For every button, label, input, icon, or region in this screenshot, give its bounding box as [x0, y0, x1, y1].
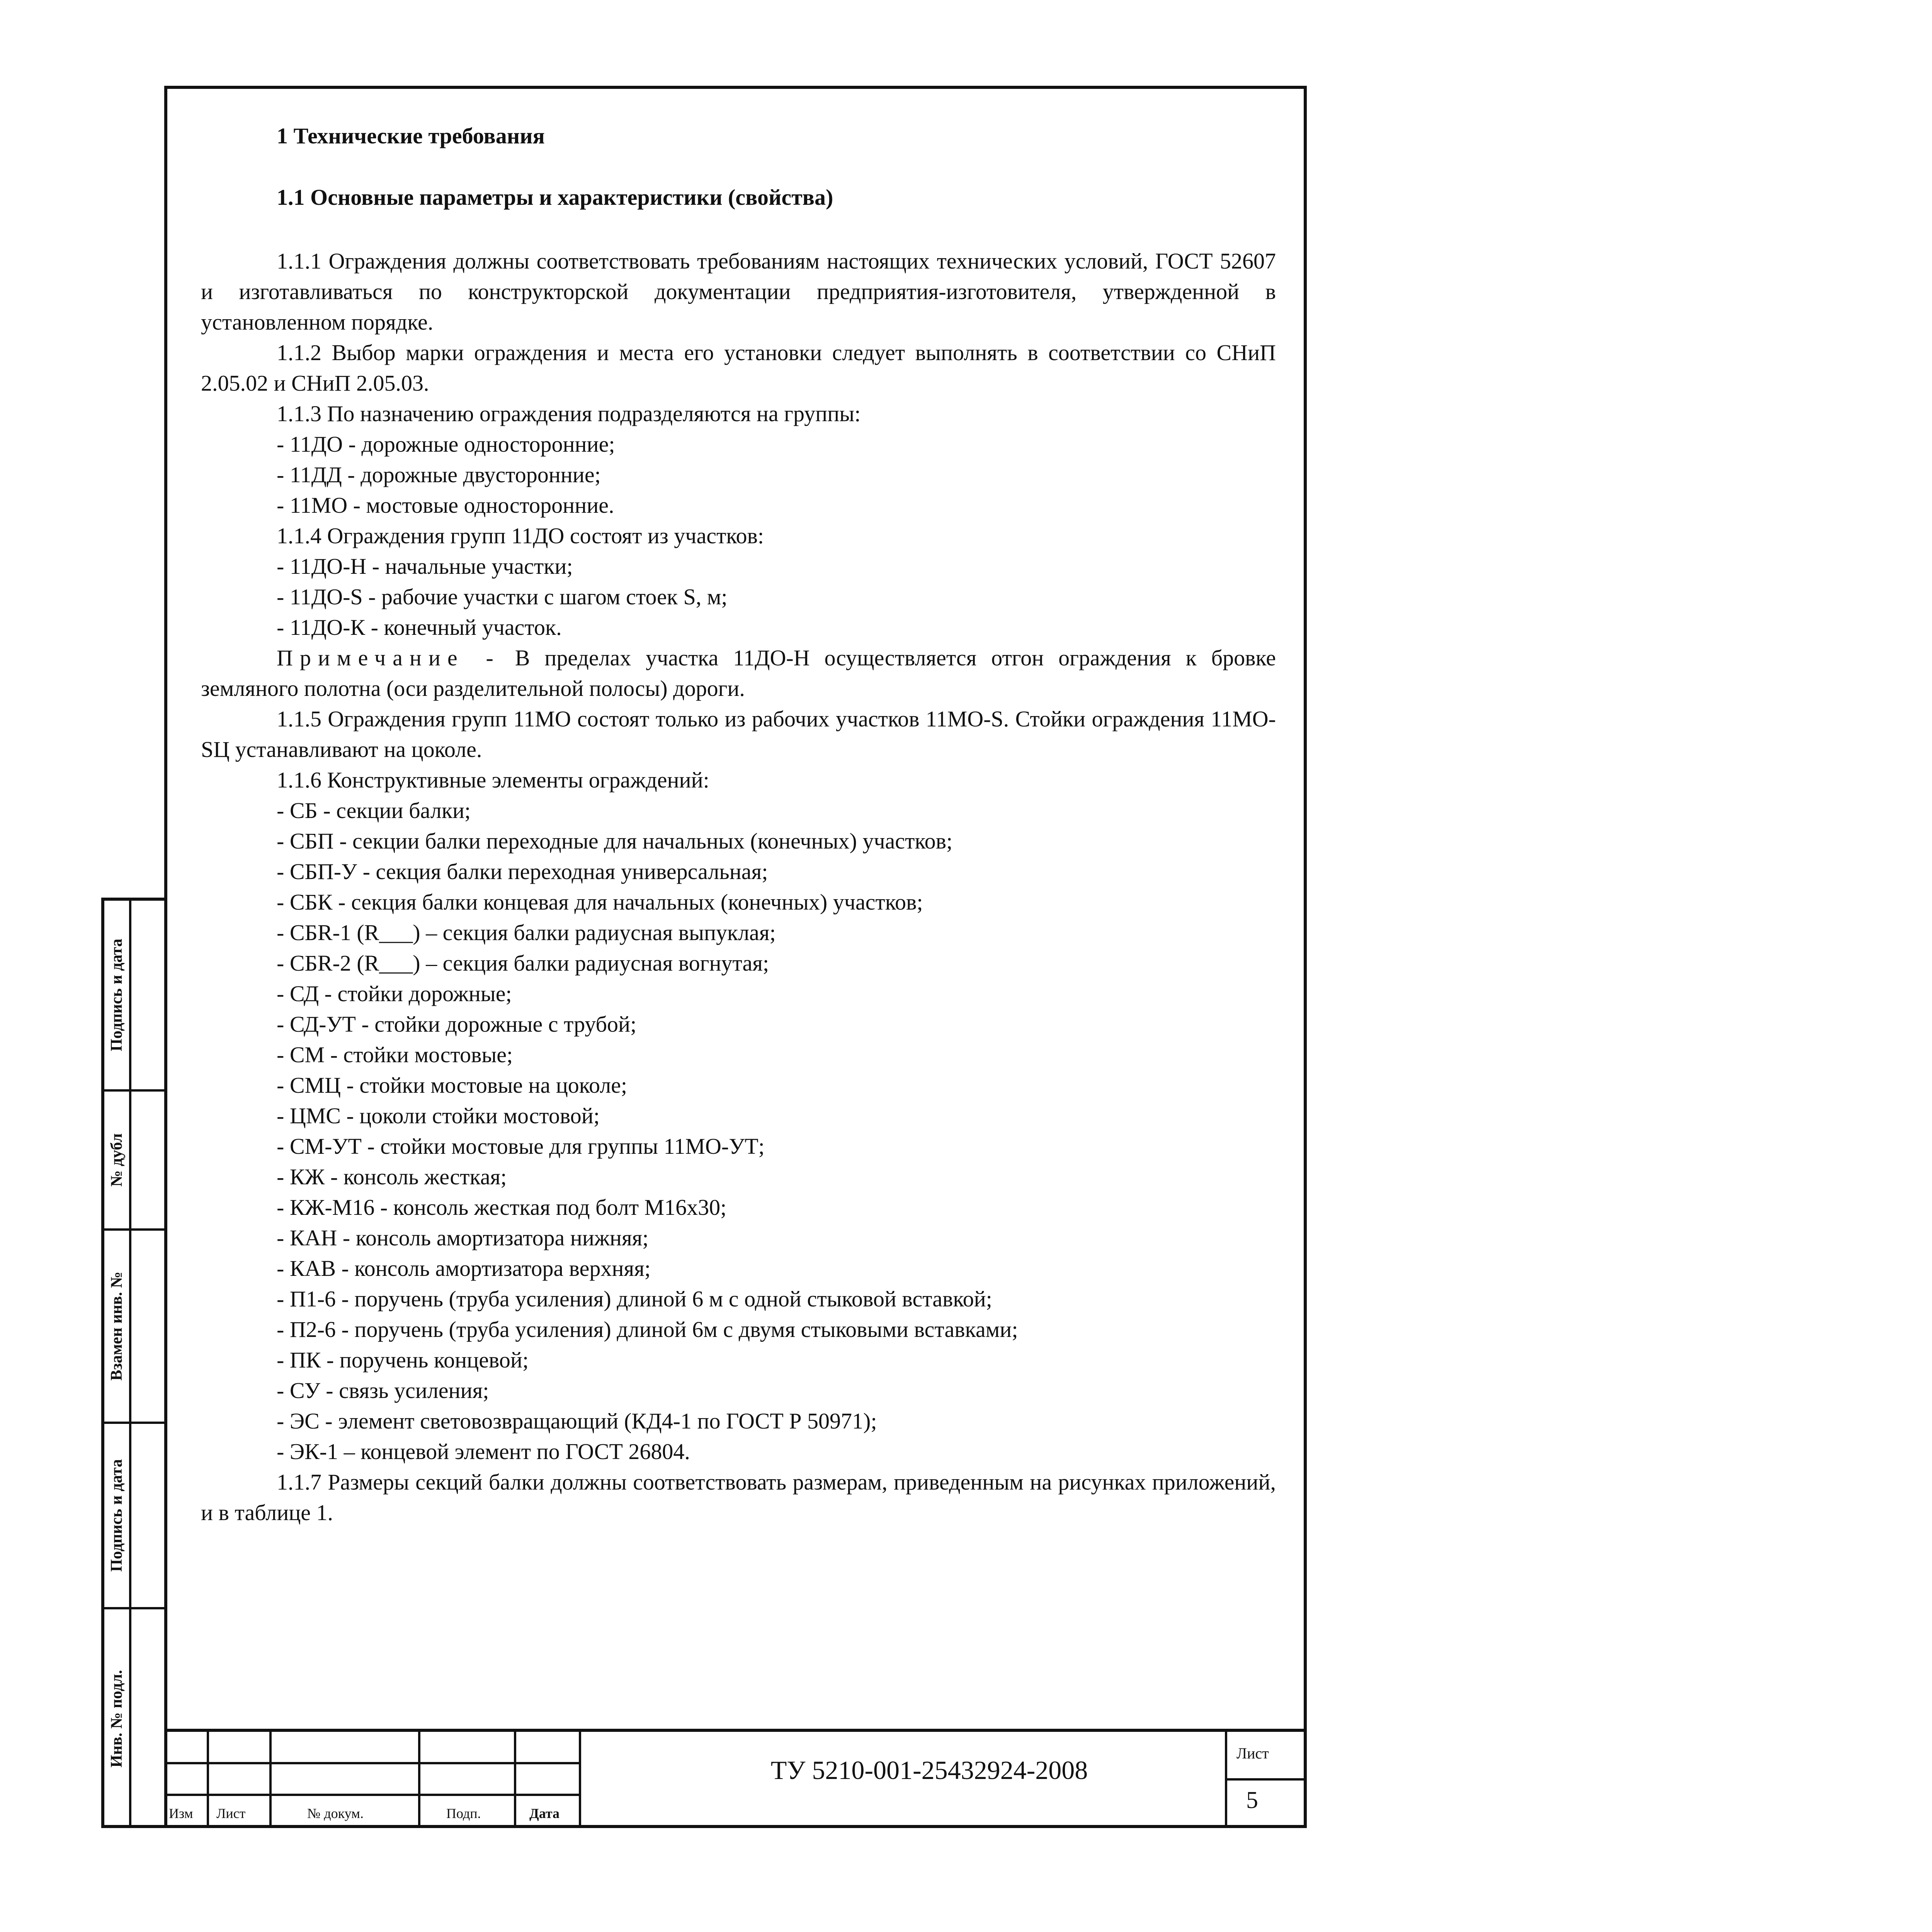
strip-cell-original-inv — [104, 1609, 164, 1828]
list-item-element: - КАН - консоль амортизатора нижняя; — [277, 1225, 649, 1250]
title-block — [164, 1729, 1307, 1828]
paragraph-1-1-7: 1.1.7 Размеры секций балки должны соответствовать размерам, приведенным на рисунках приложений, и в таблице 1. — [201, 1469, 1276, 1525]
list-item-element: - СБП - секции балки переходные для начальных (конечных) участков; — [277, 828, 953, 854]
strip-label-signature-date-1: Подпись и дата — [108, 939, 126, 1051]
strip-cell-signature-date-2 — [104, 1424, 164, 1609]
strip-label-replace-inv: Взамен инв. № — [108, 1271, 126, 1381]
list-item-element: - П1-6 - поручень (труба усиления) длиной 6 м с одной стыковой вставкой; — [277, 1286, 992, 1311]
list-item-element: - СМЦ - стойки мостовые на цоколе; — [277, 1073, 628, 1098]
strip-label-signature-date-2: Подпись и дата — [108, 1459, 126, 1572]
col-date-label: Дата — [529, 1806, 560, 1821]
list-item-group: - 11ДД - дорожные двусторонние; — [277, 462, 601, 487]
sheet-number: 5 — [1246, 1787, 1258, 1813]
list-item-element: - КЖ - консоль жесткая; — [277, 1164, 507, 1189]
list-item-group: - 11МО - мостовые односторонние. — [277, 493, 614, 518]
document-code: ТУ 5210-001-25432924-2008 — [770, 1755, 1088, 1785]
col-list-label: Лист — [216, 1806, 246, 1821]
list-item-element: - П2-6 - поручень (труба усиления) длиной 6м с двумя стыковыми вставками; — [277, 1317, 1018, 1342]
list-item-section: - 11ДО-К - конечный участок. — [277, 615, 562, 640]
list-item-element: - СМ-УТ - стойки мостовые для группы 11МО-УТ; — [277, 1134, 765, 1159]
paragraph-1-1-4: 1.1.4 Ограждения групп 11ДО состоят из участков: — [277, 523, 764, 548]
list-item-element: - СД - стойки дорожные; — [277, 981, 512, 1006]
list-item-element: - ЭС - элемент световозвращающий (КД4-1 по ГОСТ Р 50971); — [277, 1408, 877, 1434]
strip-cell-replace-inv — [104, 1231, 164, 1424]
note-label: Примечание - — [277, 645, 500, 670]
list-item-element: - КАВ - консоль амортизатора верхняя; — [277, 1256, 651, 1281]
strip-label-original-inv: Инв. № подл. — [108, 1670, 126, 1768]
subsection-heading: 1.1 Основные параметры и характеристики (свойства) — [277, 185, 833, 210]
col-sign-label: Подп. — [446, 1806, 481, 1821]
list-item-element: - СБ - секции балки; — [277, 798, 471, 823]
list-item-element: - КЖ-М16 - консоль жесткая под болт М16х30; — [277, 1195, 727, 1220]
strip-label-dup-inv: № дубл — [108, 1133, 126, 1187]
paragraph-1-1-1: 1.1.1 Ограждения должны соответствовать требованиям настоящих технических условий, ГОСТ 52607 и изготавливаться по конструкторской документации предприятия-изготовителя, утвержденной в установленном порядке. — [201, 248, 1276, 335]
note-paragraph — [201, 643, 1276, 704]
list-item-element: - СМ - стойки мостовые; — [277, 1042, 513, 1067]
document-body — [201, 123, 1276, 1528]
list-item-section: - 11ДО-S - рабочие участки с шагом стоек S, м; — [277, 584, 728, 609]
list-item-element: - СБR-1 (R___) – секция балки радиусная выпуклая; — [277, 920, 776, 945]
list-item-element: - СД-УТ - стойки дорожные с трубой; — [277, 1012, 637, 1037]
list-item-element: - СБR-2 (R___) – секция балки радиусная вогнутая; — [277, 951, 769, 976]
stamp-strip — [101, 898, 164, 1828]
col-doc-label: № докум. — [307, 1806, 364, 1821]
note-text: В пределах участка 11ДО-Н осуществляется отгон ограждения к бровке земляного полотна (оси разделительной полосы) дороги. — [201, 645, 1276, 701]
sheet-label: Лист — [1236, 1745, 1269, 1762]
paragraph-1-1-6: 1.1.6 Конструктивные элементы ограждений: — [277, 767, 709, 793]
paragraph-1-1-2: 1.1.2 Выбор марки ограждения и места его установки следует выполнять в соответствии со СНиП 2.05.02 и СНиП 2.05.03. — [201, 340, 1276, 396]
section-heading: 1 Технические требования — [277, 123, 545, 148]
list-item-element: - СУ - связь усиления; — [277, 1378, 489, 1403]
list-item-element: - СБП-У - секция балки переходная универсальная; — [277, 859, 768, 884]
list-item-element: - ЦМС - цоколи стойки мостовой; — [277, 1103, 600, 1128]
col-izm-label: Изм — [169, 1806, 193, 1821]
list-item-section: - 11ДО-Н - начальные участки; — [277, 554, 573, 579]
strip-cell-signature-date-1 — [104, 901, 164, 1092]
paragraph-1-1-3: 1.1.3 По назначению ограждения подразделяются на группы: — [277, 401, 861, 426]
strip-cell-dup-inv — [104, 1092, 164, 1231]
list-item-element: - ПК - поручень концевой; — [277, 1347, 529, 1372]
paragraph-1-1-5: 1.1.5 Ограждения групп 11МО состоят только из рабочих участков 11МО-S. Стойки ограждения 11МО-SЦ устанавливают на цоколе. — [201, 706, 1276, 762]
list-item-group: - 11ДО - дорожные односторонние; — [277, 432, 615, 457]
list-item-element: - СБК - секция балки концевая для начальных (конечных) участков; — [277, 889, 923, 915]
list-item-element: - ЭК-1 – концевой элемент по ГОСТ 26804. — [277, 1439, 690, 1464]
